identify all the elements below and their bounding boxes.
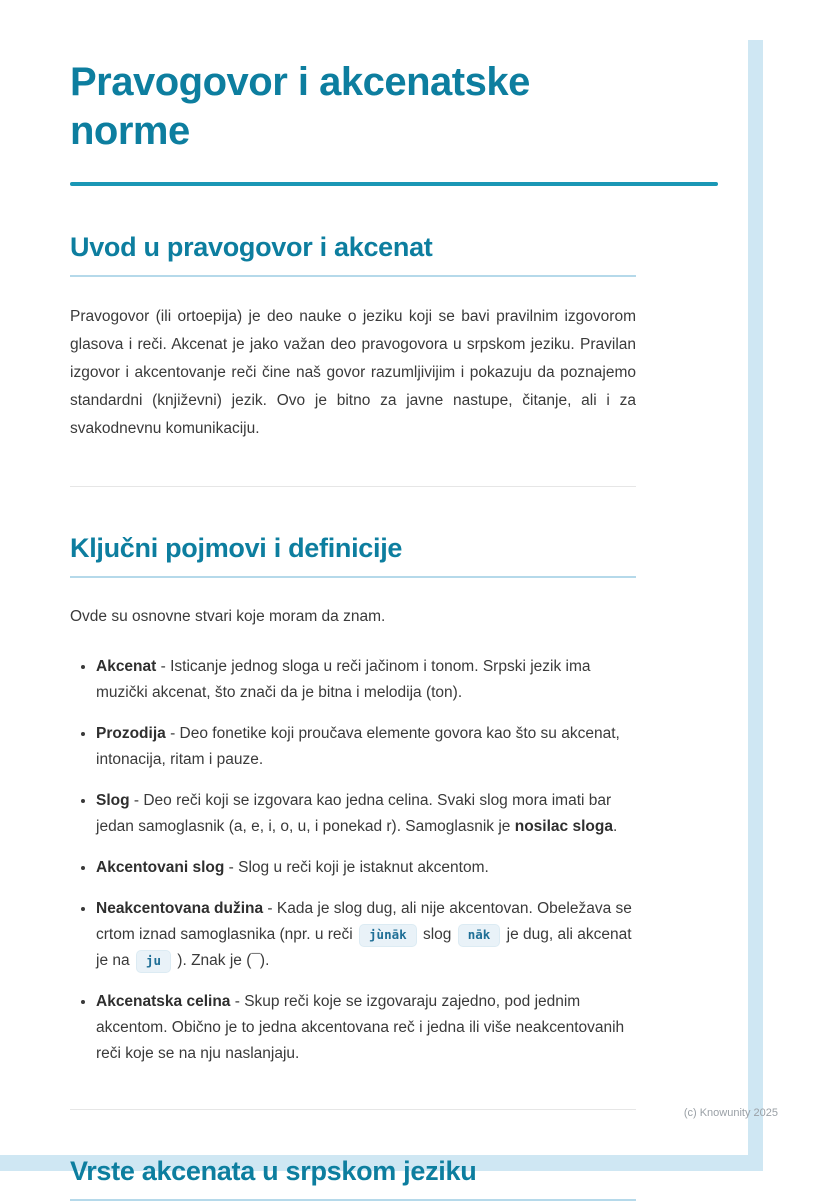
list-item	[96, 654, 636, 706]
section-divider	[70, 486, 636, 487]
concept-bold-phrase: nosilac sloga	[514, 818, 613, 836]
document-content	[70, 58, 636, 1201]
concept-term: Akcenat	[96, 657, 157, 675]
concept-desc: - Isticanje jednog sloga u reči jačinom i tonom. Srpski jezik ima muzički akcenat, što znači da je bitna i melodija (ton).	[96, 657, 591, 701]
list-item	[96, 896, 636, 974]
section-heading-types: Vrste akcenata u srpskom jeziku	[70, 1156, 477, 1187]
concept-desc: slog	[418, 926, 456, 944]
code-chip: ju	[136, 950, 171, 973]
concept-desc: - Kada je slog dug, ali nije akcentovan. Obeležava se crtom iznad samoglasnika (npr. u reči	[96, 900, 632, 944]
concept-term: Akcentovani slog	[96, 859, 225, 877]
concept-list	[70, 654, 636, 1067]
intro-paragraph: Pravogovor (ili ortoepija) je deo nauke o jeziku koji se bavi pravilnim izgovorom glasova i reči. Akcenat je jako važan deo pravogovora u srpskom jeziku. Pravilan izgovor i akcentovanje reči čine naš govor razumljivijim i pokazuju da poznajemo standardni (književni) jezik. Ovo je bitno za javne nastupe, čitanje, ali i za svakodnevnu komunikaciju.	[70, 307, 636, 438]
code-chip: nāk	[458, 924, 501, 947]
page-edge-accent-right	[748, 40, 763, 1171]
code-chip: jùnāk	[359, 924, 417, 947]
list-item	[96, 989, 636, 1067]
section-heading-intro: Uvod u pravogovor i akcenat	[70, 231, 433, 262]
concept-term: Prozodija	[96, 725, 166, 743]
concepts-intro-line: Ovde su osnovne stvari koje moram da znam.	[70, 607, 386, 625]
section-divider	[70, 1109, 636, 1110]
list-item	[96, 788, 636, 840]
title-rule	[70, 182, 718, 186]
page-title: Pravogovor i akcenatske norme	[70, 60, 530, 153]
footer-credit: (c) Knowunity 2025	[683, 1107, 778, 1119]
concept-term: Slog	[96, 792, 130, 810]
concept-desc: .	[612, 818, 618, 836]
section-underline	[70, 275, 636, 277]
section-underline	[70, 576, 636, 578]
concept-desc: - Slog u reči koji je istaknut akcentom.	[224, 859, 489, 877]
concept-term: Neakcentovana dužina	[96, 900, 264, 918]
concept-desc: - Deo fonetike koji proučava elemente govora kao što su akcenat, intonacija, ritam i pauze.	[96, 725, 620, 769]
concept-desc: - Skup reči koje se izgovaraju zajedno, pod jednim akcentom. Obično je to jedna akcentovana reč i jedna ili više neakcentovanih reči koje se na nju naslanjaju.	[96, 993, 625, 1063]
concept-desc: - Deo reči koji se izgovara kao jedna celina. Svaki slog mora imati bar jedan samoglasnik (a, e, i, o, u, i ponekad r). Samoglasnik je	[96, 792, 612, 836]
concept-term: Akcenatska celina	[96, 993, 231, 1011]
list-item	[96, 855, 636, 881]
concept-desc: ). Znak je (¯).	[172, 952, 270, 970]
concept-desc: je dug, ali akcenat je na	[96, 926, 632, 970]
section-heading-concepts: Ključni pojmovi i definicije	[70, 532, 403, 563]
list-item	[96, 721, 636, 773]
